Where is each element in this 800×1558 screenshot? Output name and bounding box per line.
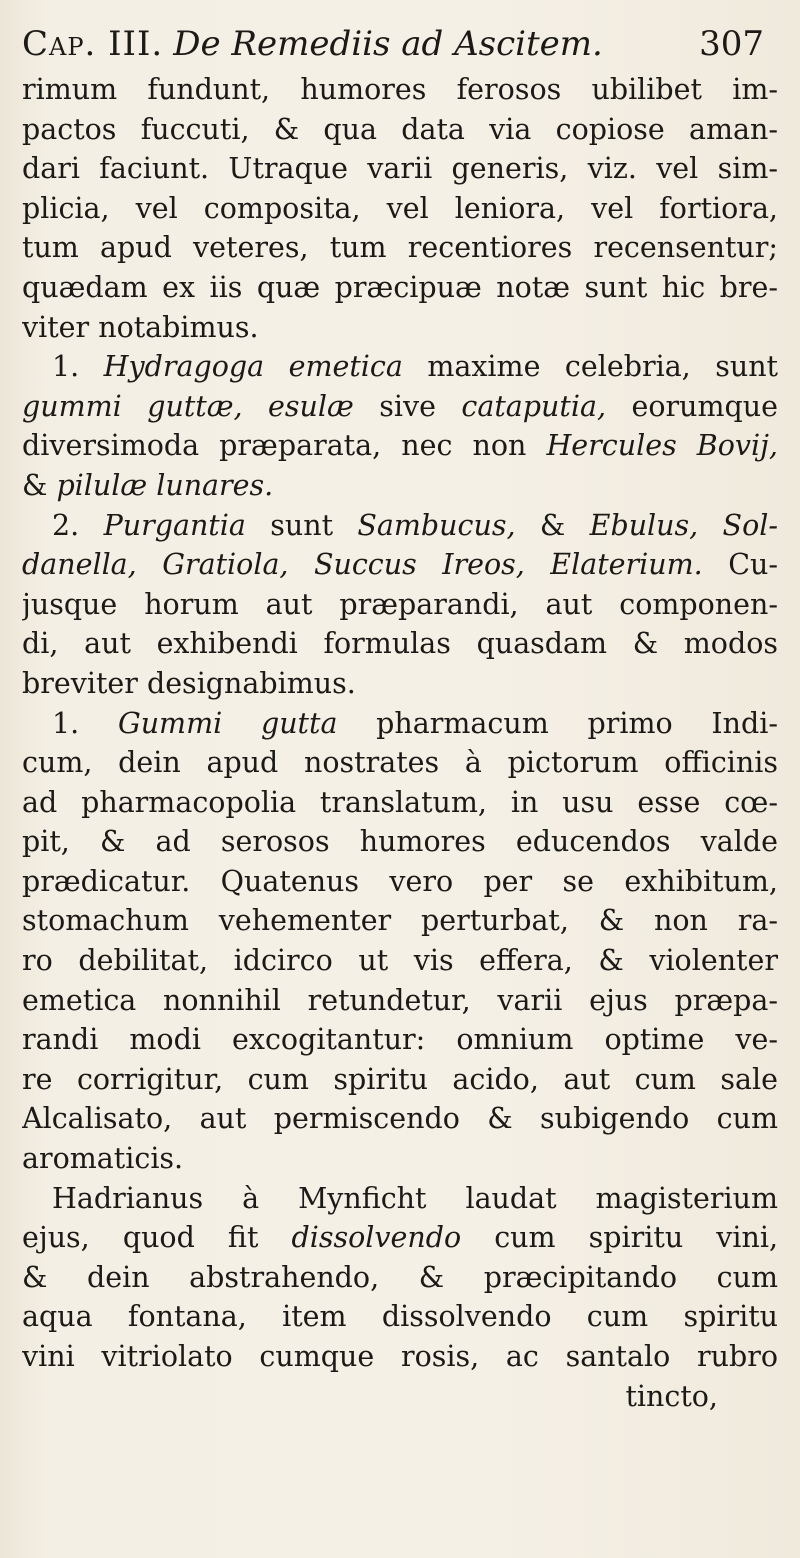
text-line [22,941,778,981]
page-number: 307 [699,24,764,64]
text-run: pharmacum primo Indi- [337,706,778,740]
text-run: randi modi excogitantur: omnium optime ve- [22,1023,778,1057]
text-run: plicia, vel composita, vel leniora, vel fortiora, [22,191,778,225]
text-run: ro debilitat, idcirco ut vis effera, & violenter [22,944,778,978]
text-run: maxime celebria, sunt [402,350,778,384]
text-line [22,862,778,902]
text-line [22,1020,778,1060]
text-run: prædicatur. Quatenus vero per se exhibitum, [22,864,778,898]
text-run: cum spiritu vini, [461,1221,778,1255]
text-line [22,308,778,348]
text-run: pit, & ad serosos humores educendos valde [22,825,778,859]
text-run: sive [353,389,462,423]
chapter-label: Cap. III. [22,24,164,64]
text-run: ejus, quod fit [22,1221,292,1255]
text-line [22,1337,778,1377]
italic-term: cataputia, [461,389,607,423]
text-line [22,268,778,308]
text-run: aqua fontana, item dissolvendo cum spiritu [22,1300,778,1334]
text-line [22,506,778,546]
text-run: di, aut exhibendi formulas quasdam & modos [22,627,778,661]
text-run: vini vitriolato cumque rosis, ac santalo rubro [22,1340,778,1373]
text-run: stomachum vehementer perturbat, & non ra- [22,904,778,938]
text-run: pactos fuccuti, & qua data via copiose aman- [22,112,778,146]
italic-term: Hercules Bovij, [546,429,778,463]
text-line [22,981,778,1021]
text-run: tincto, [625,1379,718,1413]
text-run: Cu- [702,548,778,582]
text-run: ad pharmacopolia translatum, in usu esse cœ- [22,785,778,819]
running-head [22,18,778,70]
text-run: dari faciunt. Utraque varii generis, viz. vel sim- [22,152,778,186]
text-run: & [515,508,590,542]
text-line [22,1179,778,1219]
text-run: cum, dein apud nostrates à pictorum officinis [22,746,778,780]
text-run: jusque horum aut præparandi, aut componen- [22,587,778,621]
text-run: & [22,468,57,502]
italic-term: Purgantia [103,508,246,542]
text-run: 1. [52,350,104,384]
text-line [22,704,778,744]
running-title: De Remediis ad Ascitem. [173,24,603,64]
text-line [22,585,778,625]
italic-term: pilulæ lunares. [56,468,274,502]
body-text [22,70,778,1416]
italic-term: Gummi gutta [117,706,338,740]
text-run: viter notabimus. [22,310,259,344]
text-line [22,664,778,704]
text-line [22,1218,778,1258]
text-run: quædam ex iis quæ præcipuæ notæ sunt hic bre- [22,270,778,304]
text-run: Hadrianus à Mynficht laudat magisterium [52,1181,778,1215]
text-run: aromaticis. [22,1142,184,1176]
text-run: eorumque [606,389,778,423]
text-line [22,228,778,268]
text-line [22,1258,778,1298]
text-run: 1. [52,706,118,740]
text-line [22,387,778,427]
text-run: breviter designabimus. [22,666,356,700]
italic-term: gummi guttæ, esulæ [22,389,354,423]
text-line [22,545,778,585]
italic-term: danella, Gratiola, Succus Ireos, Elaterium. [22,548,703,582]
text-line [22,466,778,506]
text-run: re corrigitur, cum spiritu acido, aut cum sale [22,1062,778,1096]
italic-term: dissolvendo [291,1221,462,1255]
text-line [22,1377,778,1417]
text-line [22,1060,778,1100]
text-line [22,624,778,664]
text-line [22,149,778,189]
text-line [22,189,778,229]
italic-term: Hydragoga emetica [103,350,403,384]
text-line [22,426,778,466]
text-line [22,347,778,387]
italic-term: Ebulus, Sol- [589,508,778,542]
text-run: tum apud veteres, tum recentiores recensentur; [22,231,778,265]
text-line [22,822,778,862]
text-line [22,1099,778,1139]
text-line [22,1297,778,1337]
text-run: diversimoda præparata, nec non [22,429,547,463]
italic-term: Sambucus, [357,508,516,542]
text-line [22,901,778,941]
text-line [22,783,778,823]
text-run: 2. [52,508,104,542]
text-line [22,70,778,110]
text-line [22,743,778,783]
text-line [22,1139,778,1179]
text-run: rimum fundunt, humores ferosos ubilibet im- [22,73,778,106]
text-run: emetica nonnihil retundetur, varii ejus præpa- [22,983,778,1017]
text-run: sunt [245,508,358,542]
text-line [22,110,778,150]
text-run: & dein abstrahendo, & præcipitando cum [22,1260,778,1294]
text-run: Alcalisato, aut permiscendo & subigendo cum [22,1102,778,1136]
